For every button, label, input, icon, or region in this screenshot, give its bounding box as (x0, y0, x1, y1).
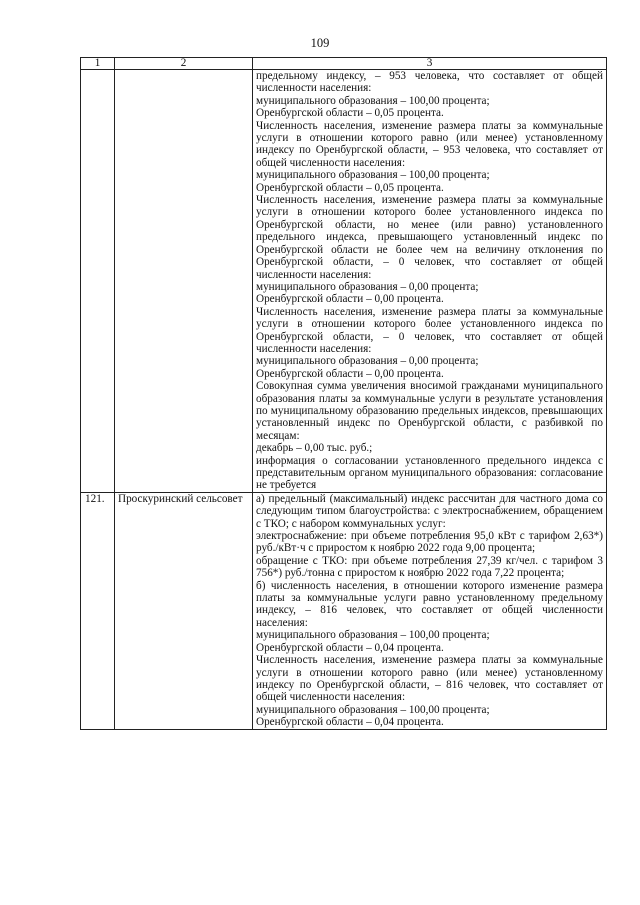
content-paragraph: предельному индексу, – 953 человека, что составляет от общей численности населения: (256, 70, 603, 95)
content-paragraph: Совокупная сумма увеличения вносимой гражданами муниципального образования платы за коммунальные услуги в результате установления по муниципальному образованию предельных индексов, превышающих установленный индекс по Оренбургской области, с разбивкой по месяцам: (256, 380, 603, 442)
header-cell-2: 2 (115, 58, 253, 70)
content-paragraph: информация о согласовании установленного предельного индекса с представительным органом муниципального образования: согласование не требуется (256, 454, 603, 492)
content-paragraph: муниципального образования – 0,00 процента; (256, 355, 479, 368)
row-name-cell: Проскуринский сельсовет (115, 492, 253, 729)
row-content-cell (253, 70, 607, 493)
content-paragraph: Оренбургской области – 0,05 процента. (256, 107, 444, 120)
content-paragraph: Численность населения, изменение размера платы за коммунальные услуги в отношении которого равно (или менее) установленному индексу по Оренбургской области, – 953 человека, что составляет от общей численности населения: (256, 119, 603, 169)
row-number-cell (81, 70, 115, 493)
content-paragraph: Численность населения, изменение размера платы за коммунальные услуги в отношении которого равно (или менее) установленному индексу по Оренбургской области, – 816 человек, что составляет от общей численности населения: (256, 654, 603, 704)
table-row (81, 492, 607, 729)
content-paragraph: муниципального образования – 100,00 процента; (256, 703, 490, 716)
content-paragraph: электроснабжение: при объеме потребления 95,0 кВт с тарифом 2,63*) руб./кВт·ч с приростом к ноябрю 2022 года 9,00 процента; (256, 530, 603, 555)
content-paragraph: Оренбургской области – 0,05 процента. (256, 181, 444, 194)
header-cell-1: 1 (81, 58, 115, 70)
table-row (81, 70, 607, 493)
content-paragraph: Численность населения, изменение размера платы за коммунальные услуги в отношении которого более установленного индекса по Оренбургской области, но менее (или равно) установленного предельного индекса, превышающего установленный индекс по Оренбургской области не более чем на величину отклонения по Оренбургской области, – 0 человек, что составляет от общей численности населения: (256, 194, 603, 281)
row-name-cell (115, 70, 253, 493)
content-paragraph: Оренбургской области – 0,04 процента. (256, 716, 444, 729)
content-paragraph: Численность населения, изменение размера платы за коммунальные услуги в отношении которого более установленного индекса по Оренбургской области, – 0 человек, что составляет от общей численности населения: (256, 305, 603, 355)
content-paragraph: муниципального образования – 100,00 процента; (256, 629, 490, 642)
content-paragraph: декабрь – 0,00 тыс. руб.; (256, 442, 373, 455)
document-table (80, 57, 607, 730)
content-paragraph: а) предельный (максимальный) индекс рассчитан для частного дома со следующим типом благоустройства: с электроснабжением, обращением с ТКО; с набором коммунальных услуг: (256, 492, 603, 530)
content-paragraph: муниципального образования – 100,00 процента; (256, 169, 490, 182)
table-header-row (81, 58, 607, 70)
page-number: 109 (310, 36, 330, 50)
content-paragraph: Оренбургской области – 0,00 процента. (256, 293, 444, 306)
content-paragraph: Оренбургской области – 0,04 процента. (256, 641, 444, 654)
content-paragraph: б) численность населения, в отношении которого изменение размера платы за коммунальные услуги равно установленному предельному индексу, – 816 человек, что составляет от общей численности населения: (256, 579, 603, 629)
content-paragraph: муниципального образования – 100,00 процента; (256, 94, 490, 107)
content-paragraph: муниципального образования – 0,00 процента; (256, 280, 479, 293)
content-paragraph: Оренбургской области – 0,00 процента. (256, 367, 444, 380)
header-cell-3: 3 (253, 58, 607, 70)
row-number-cell: 121. (81, 492, 115, 729)
content-paragraph: обращение с ТКО: при объеме потребления 27,39 кг/чел. с тарифом 3 756*) руб./тонна с приростом к ноябрю 2022 года 7,22 процента; (256, 554, 603, 580)
row-content-cell (253, 492, 607, 729)
